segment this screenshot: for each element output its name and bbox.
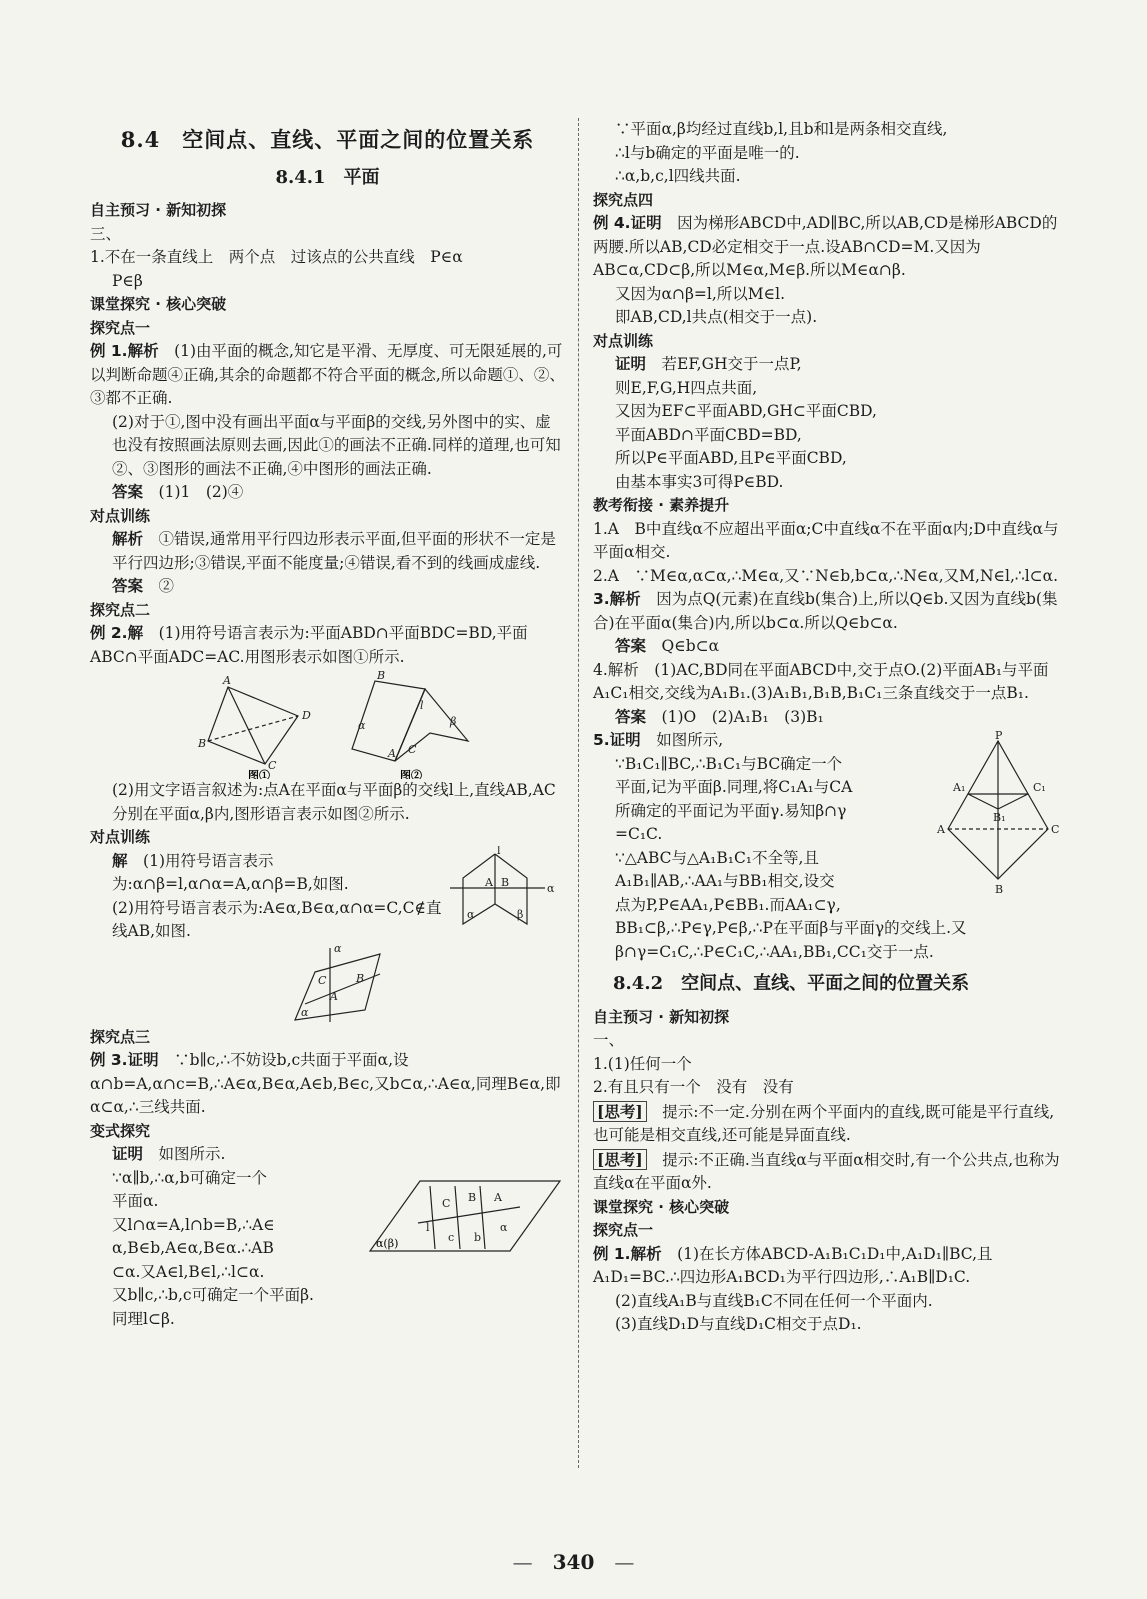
practice-heading: 对点训练 [90, 828, 151, 846]
svg-text:C: C [1051, 823, 1060, 836]
svg-text:B₁: B₁ [993, 811, 1006, 824]
example-label: 例 1.解析 [90, 342, 159, 360]
section-title: 8.4 空间点、直线、平面之间的位置关系 [120, 127, 535, 152]
variant-line-0: 如图所示. [158, 1145, 226, 1163]
explore-point-4: 探究点四 [593, 190, 654, 209]
svg-text:A₁: A₁ [953, 781, 966, 794]
svg-text:α: α [547, 881, 555, 895]
svg-text:C₁: C₁ [1033, 781, 1046, 794]
svg-text:c: c [448, 1231, 455, 1244]
example-4-text: 因为梯形ABCD中,AD∥BC,所以AB,CD是梯形ABCD的两腰.所以AB,CD必定相交于一点.设AB∩CD=M.又因为AB⊂α,CD⊂β,所以M∈α,M∈β.所以M∈α∩β. [593, 214, 1058, 279]
practice-3-line-4: 所以P∈平面ABD,且P∈平面CBD, [615, 449, 847, 467]
svg-text:C: C [442, 1197, 451, 1210]
think-label: [思考] [593, 1101, 647, 1122]
tetra-and-planes-figure [90, 669, 565, 779]
practice-3-line-2: 又因为EF⊂平面ABD,GH⊂平面CBD, [615, 402, 877, 420]
explore-point-2: 探究点二 [90, 600, 151, 619]
svg-text:A: A [485, 875, 493, 889]
svg-text:α: α [301, 1005, 309, 1019]
practice-3-line-5: 由基本事实3可得P∈BD. [615, 472, 784, 491]
example-5-text-c: (3)直线D₁D与直线D₁C相交于点D₁. [615, 1315, 862, 1333]
page-number-footer [0, 1546, 1147, 1575]
new-knowledge-1: 1.(1)任何一个 [593, 1054, 692, 1073]
right-column [593, 118, 1063, 1337]
example-label: 例 2.解 [90, 624, 144, 642]
question-5-line-0: 如图所示, [656, 731, 724, 749]
svg-text:B: B [501, 875, 510, 889]
practice-2-text-a: (1)用符号语言表示为:α∩β=l,α∩α=A,α∩β=B,如图. [112, 851, 349, 893]
question-5-end: BB₁⊂β,∴P∈γ,P∈β,∴P在平面β与平面γ的交线上.又β∩γ=C₁C,∴P∈C₁C,∴AA₁,BB₁,CC₁交于一点. [615, 919, 967, 961]
question-5-line-4: =C₁C. [615, 825, 663, 843]
example-2-text-a: (1)用符号语言表示为:平面ABD∩平面BDC=BD,平面ABC∩平面ADC=AC.用图形表示如图①所示. [90, 624, 528, 666]
question-5-line-7: 点为P,P∈AA₁,P∈BB₁.而AA₁⊂γ, [615, 895, 841, 914]
page-number: 340 [552, 1550, 595, 1574]
explore-point-5: 探究点一 [593, 1221, 654, 1239]
parallel-lines-plane-figure [360, 1171, 570, 1261]
continued-line-2: ∴α,b,c,l四线共面. [615, 167, 741, 185]
column-divider [578, 118, 579, 1468]
list-marker-2: 一、 [593, 1031, 625, 1049]
example-label: 例 1.解析 [593, 1244, 662, 1263]
question-1: 1.A B中直线α不应超出平面α;C中直线α不在平面α内;D中直线α与平面α相交. [593, 519, 1059, 561]
practice-heading: 对点训练 [593, 331, 654, 350]
example-label: 例 4.证明 [593, 214, 662, 232]
svg-text:α: α [358, 719, 366, 732]
example-1-text-b: (2)对于①,图中没有画出平面α与平面β的交线,另外图中的实、虚也没有按照画法原则去画,因此①的画法不正确.同样的道理,也可知②、③图形的画法不正确,④中图形的画法正确. [112, 412, 561, 478]
example-label: 例 3.证明 [90, 1051, 159, 1069]
question-4-answer: (1)O (2)A₁B₁ (3)B₁ [661, 707, 824, 726]
question-3-answer: Q∈b⊂α [661, 637, 720, 655]
svg-text:α: α [467, 907, 475, 921]
answer-item-1: 1.不在一条直线上 两个点 过该点的公共直线 P∈α [90, 248, 463, 266]
variant-line-1: ∵α∥b,∴α,b可确定一个 [112, 1168, 268, 1187]
question-4: 4.解析 (1)AC,BD同在平面ABCD中,交于点O.(2)平面AB₁与平面A₁C₁相交,交线为A₁B₁.(3)A₁B₁,B₁B,B₁C₁三条直线交于一点B₁. [593, 660, 1049, 702]
list-marker: 三、 [90, 224, 122, 243]
figures-1-2 [90, 669, 565, 779]
example-2-text-b: (2)用文字语言叙述为:点A在平面α与平面β的交线l上,直线AB,AC分别在平面α,β内,图形语言表示如图②所示. [112, 781, 556, 823]
example-5-text-b: (2)直线A₁B与直线B₁C不同在任何一个平面内. [615, 1291, 933, 1310]
left-column [90, 118, 565, 1331]
heading-class-2: 课堂探究 · 核心突破 [593, 1197, 730, 1216]
question-5-line-5: ∵△ABC与△A₁B₁C₁不全等,且 [615, 848, 819, 867]
think-1: 提示:不一定.分别在两个平面内的直线,既可能是平行直线,也可能是相交直线,还可能是异面直线. [593, 1102, 1055, 1144]
figure-2-caption: 图② [400, 769, 422, 779]
practice-1-answer: ② [158, 577, 175, 595]
variant-heading: 变式探究 [90, 1121, 151, 1140]
example-1-answer: (1)1 (2)④ [158, 483, 244, 501]
svg-text:β: β [450, 715, 457, 728]
svg-text:B: B [198, 737, 207, 750]
practice-3-line-0: 若EF,GH交于一点P, [661, 355, 802, 373]
dash-right: — [594, 1550, 635, 1574]
plane-with-lines-figure [90, 944, 565, 1026]
frustum-pyramid-figure [933, 729, 1063, 919]
svg-text:B: B [468, 1191, 477, 1204]
explore-point-3: 探究点三 [90, 1027, 151, 1046]
answer-label: 答案 [112, 483, 144, 501]
svg-text:C: C [268, 759, 277, 772]
proof-label: 证明 [112, 1145, 144, 1163]
svg-text:l: l [426, 1221, 430, 1234]
variant-line-5: ⊂α.又A∈l,B∈l,∴l⊂α. [112, 1262, 265, 1281]
answer-item-1b: P∈β [112, 271, 143, 290]
svg-text:P: P [995, 729, 1003, 742]
think-label: [思考] [593, 1149, 647, 1170]
variant-line-6: 又b∥c,∴b,c可确定一个平面β. [112, 1286, 314, 1304]
example-5-text-a: (1)在长方体ABCD-A₁B₁C₁D₁中,A₁D₁∥BC,且A₁D₁=BC.∴四边形A₁BCD₁为平行四边形,∴A₁B∥D₁C. [593, 1244, 993, 1286]
example-1-text-a: (1)由平面的概念,知它是平滑、无厚度、可无限延展的,可以判断命题④正确,其余的命题都不符合平面的概念,所以命题①、②、③都不正确. [90, 342, 565, 407]
svg-text:β: β [517, 907, 524, 921]
practice-3-line-3: 平面ABD∩平面CBD=BD, [615, 425, 802, 444]
variant-line-7: 同理l⊂β. [112, 1309, 175, 1328]
svg-text:α: α [500, 1221, 508, 1234]
variant-line-3: 又l∩α=A,l∩b=B,∴A∈ [112, 1215, 275, 1234]
svg-text:B: B [377, 669, 386, 682]
heading-preview-2: 自主预习 · 新知初探 [593, 1007, 730, 1026]
analysis-label: 解析 [112, 530, 144, 548]
proof-label: 证明 [615, 355, 647, 373]
dash-left: — [512, 1550, 553, 1574]
svg-text:A: A [388, 747, 396, 760]
question-2: 2.A ∵M∈α,α⊂α,∴M∈α,又∵N∈b,b⊂α,∴N∈α,又M,N∈l,∴l⊂α. [593, 566, 1059, 585]
answer-label: 答案 [615, 637, 647, 655]
practice-heading: 对点训练 [90, 506, 151, 525]
svg-text:l: l [420, 699, 424, 712]
svg-text:A: A [223, 674, 231, 687]
svg-text:A: A [330, 989, 338, 1003]
svg-text:A: A [937, 823, 945, 836]
think-2: 提示:不正确.当直线α与平面α相交时,有一个公共点,也称为直线α在平面α外. [593, 1150, 1060, 1192]
continued-line-0: ∵平面α,β均经过直线b,l,且b和l是两条相交直线, [615, 120, 948, 138]
variant-line-2: 平面α. [112, 1192, 159, 1210]
svg-text:b: b [474, 1231, 482, 1244]
plane-label: α(β) [376, 1237, 399, 1250]
practice-1-text: ①错误,通常用平行四边形表示平面,但平面的形状不一定是平行四边形;③错误,平面不能度量;④错误,看不到的线画成虚线. [112, 530, 556, 572]
example-4-text-c: 即AB,CD,l共点(相交于一点). [615, 308, 818, 326]
question-5-label: 5.证明 [593, 731, 641, 749]
heading-connection: 教考衔接 · 素养提升 [593, 496, 730, 514]
question-5-line-1: ∵B₁C₁∥BC,∴B₁C₁与BC确定一个 [615, 754, 843, 773]
question-5-line-6: A₁B₁∥AB,∴AA₁与BB₁相交,设交 [615, 872, 835, 890]
question-5-line-2: 平面,记为平面β.同理,将C₁A₁与CA [615, 778, 853, 796]
subsection-title-2: 8.4.2 空间点、直线、平面之间的位置关系 [613, 973, 970, 994]
solution-label: 解 [112, 851, 128, 870]
svg-text:C: C [408, 743, 417, 756]
heading-class: 课堂探究 · 核心突破 [90, 295, 227, 313]
explore-point-1: 探究点一 [90, 318, 151, 337]
svg-text:A: A [494, 1191, 502, 1204]
practice-3-line-1: 则E,F,G,H四点共面, [615, 378, 758, 397]
plane-with-lines-figure-wrap [90, 944, 565, 1026]
question-3-text: 因为点Q(元素)在直线b(集合)上,所以Q∈b.又因为直线b(集合)在平面α(集合)内,所以b⊂α.所以Q∈b⊂α. [593, 590, 1058, 632]
new-knowledge-2: 2.有且只有一个 没有 没有 [593, 1078, 794, 1096]
practice-2-text-b: (2)用符号语言表示为:A∈α,B∈α,α∩α=C,C∉直线AB,如图. [112, 898, 442, 940]
svg-text:l: l [497, 845, 501, 857]
subsection-title: 8.4.1 平面 [275, 166, 380, 188]
continued-line-1: ∴l与b确定的平面是唯一的. [615, 143, 800, 162]
svg-text:α: α [334, 943, 342, 955]
svg-text:B: B [995, 883, 1004, 896]
heading-preview: 自主预习 · 新知初探 [90, 201, 227, 219]
figure-1-caption: 图① [248, 769, 270, 779]
svg-text:C: C [318, 973, 327, 987]
answer-label: 答案 [615, 707, 647, 726]
example-4-text-b: 又因为α∩β=l,所以M∈l. [615, 284, 786, 303]
intersecting-planes-figure [445, 846, 565, 936]
question-5-line-3: 所确定的平面记为平面γ.易知β∩γ [615, 801, 847, 820]
example-3-text: ∵b∥c,∴不妨设b,c共面于平面α,设α∩b=A,α∩c=B,∴A∈α,B∈α,A∈b,B∈c,又b⊂α,∴A∈α,同理B∈α,即α⊂α,∴三线共面. [90, 1051, 561, 1116]
answer-label: 答案 [112, 577, 144, 595]
svg-text:B: B [356, 971, 365, 985]
variant-line-4: α,B∈b,A∈α,B∈α.∴AB [112, 1239, 274, 1257]
svg-text:D: D [302, 709, 311, 722]
question-3-label: 3.解析 [593, 590, 641, 608]
